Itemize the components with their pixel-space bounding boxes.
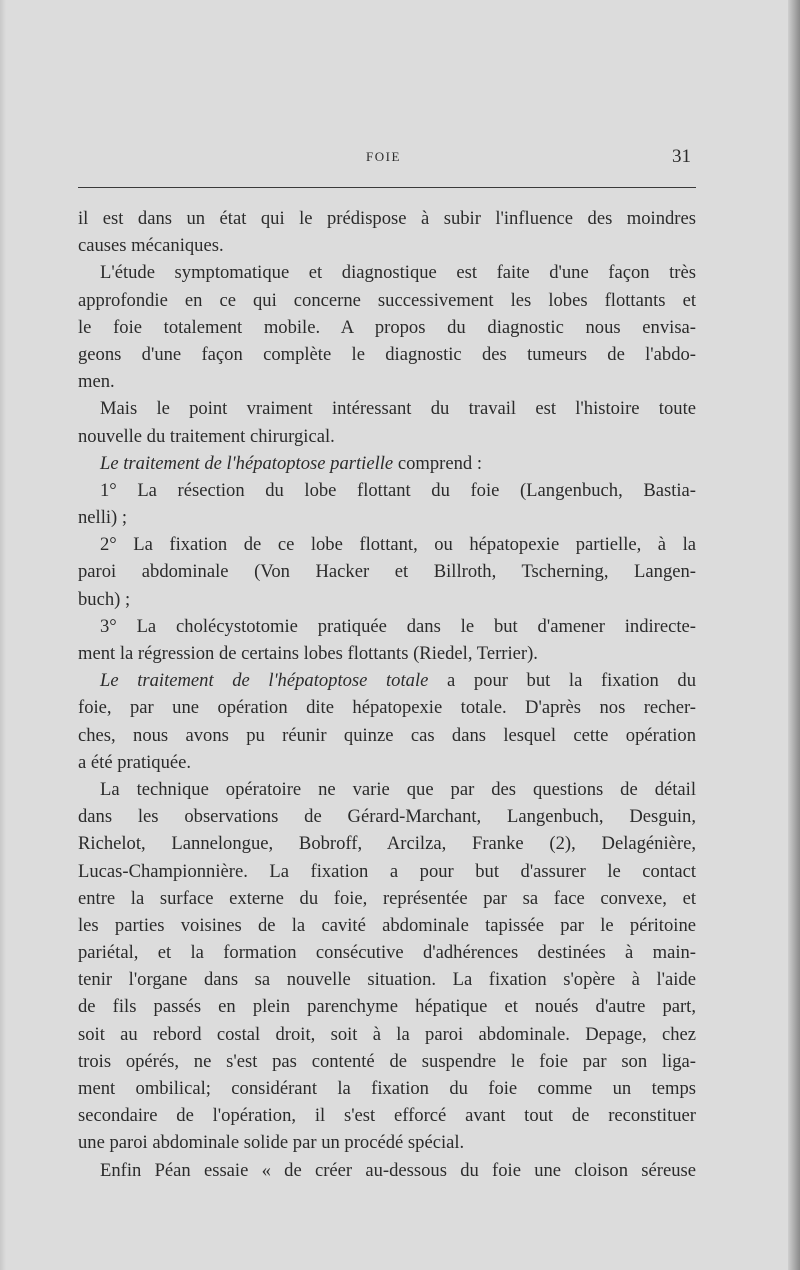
text-line xyxy=(78,803,696,830)
line-text: trois opérés, ne s'est pas contenté de suspendre le foie par son liga- xyxy=(78,1050,696,1072)
line-text: soit au rebord costal droit, soit à la paroi abdominale. Depage, chez xyxy=(78,1023,696,1045)
text-line xyxy=(78,640,696,667)
line-text: paroi abdominale (Von Hacker et Billroth, Tscherning, Langen- xyxy=(78,561,696,583)
text-line xyxy=(78,1075,696,1102)
text-line xyxy=(78,1102,696,1129)
text-line xyxy=(78,1129,696,1156)
page-edge-shadow-left xyxy=(0,0,6,1270)
text-line xyxy=(78,966,696,993)
text-line xyxy=(78,314,696,341)
line-text: foie, par une opération dite hépatopexie totale. D'après nos recher- xyxy=(78,697,696,719)
text-line xyxy=(78,287,696,314)
text-line xyxy=(78,368,696,395)
page-edge-shadow-right xyxy=(788,0,800,1270)
text-line xyxy=(78,423,696,450)
line-text: ment la régression de certains lobes flottants (Riedel, Terrier). xyxy=(78,643,538,664)
line-text: comprend : xyxy=(393,452,482,474)
text-line xyxy=(78,205,696,232)
text-line xyxy=(78,694,696,721)
line-text: ches, nous avons pu réunir quinze cas dans lesquel cette opération xyxy=(78,724,696,746)
line-text: La technique opératoire ne varie que par des questions de détail xyxy=(100,778,696,800)
body-text xyxy=(78,205,696,1184)
text-line xyxy=(78,341,696,368)
line-text: ment ombilical; considérant la fixation du foie comme un temps xyxy=(78,1078,696,1099)
line-text: une paroi abdominale solide par un procédé spécial. xyxy=(78,1132,465,1154)
text-line xyxy=(78,531,696,558)
line-text: geons d'une façon complète le diagnostic des tumeurs de l'abdo- xyxy=(78,343,696,365)
line-text: le foie totalement mobile. A propos du diagnostic nous envisa- xyxy=(78,316,696,338)
line-text: 3° La cholécystotomie pratiquée dans le but d'amener indirecte- xyxy=(100,615,696,637)
line-text: secondaire de l'opération, il s'est efforcé avant tout de reconstituer xyxy=(78,1105,696,1127)
text-line xyxy=(78,722,696,749)
running-head: FOIE xyxy=(366,149,401,164)
text-line xyxy=(78,776,696,803)
line-text: 1° La résection du lobe flottant du foie (Langenbuch, Bastia- xyxy=(100,479,696,501)
text-line xyxy=(78,613,696,640)
page-number: 31 xyxy=(672,146,691,167)
line-text: causes mécaniques. xyxy=(78,235,224,257)
line-text: de fils passés en plein parenchyme hépatique et noués d'autre part, xyxy=(78,996,696,1018)
line-text: dans les observations de Gérard-Marchant, Langenbuch, Desguin, xyxy=(78,806,696,828)
line-text: a pour but la fixation du xyxy=(428,670,696,692)
line-text: Lucas-Championnière. La fixation a pour but d'assurer le contact xyxy=(78,860,696,882)
text-line xyxy=(78,232,696,259)
line-text: Enfin Péan essaie « de créer au-dessous du foie une cloison séreuse xyxy=(100,1159,696,1181)
line-text: entre la surface externe du foie, représentée par sa face convexe, et xyxy=(78,887,696,909)
line-text: 2° La fixation de ce lobe flottant, ou hépatopexie partielle, à la xyxy=(100,534,696,556)
line-text: les parties voisines de la cavité abdominale tapissée par le péritoine xyxy=(78,914,696,936)
line-text: Mais le point vraiment intéressant du travail est l'histoire toute xyxy=(100,398,696,420)
line-text: men. xyxy=(78,371,115,393)
line-text: L'étude symptomatique et diagnostique est faite d'une façon très xyxy=(100,262,696,284)
line-text: pariétal, et la formation consécutive d'adhérences destinées à main- xyxy=(78,942,696,964)
line-text: nelli) ; xyxy=(78,507,128,529)
text-line xyxy=(78,586,696,613)
text-line xyxy=(78,450,696,477)
italic-heading: Le traitement de l'hépatoptose partielle xyxy=(100,452,394,474)
line-text: il est dans un état qui le prédispose à subir l'influence des moindres xyxy=(78,208,696,229)
text-line xyxy=(78,1157,696,1184)
text-line xyxy=(78,259,696,286)
text-line xyxy=(78,1021,696,1048)
italic-heading: Le traitement de l'hépatoptose totale xyxy=(100,670,429,692)
line-text: approfondie en ce qui concerne successivement les lobes flottants et xyxy=(78,289,696,311)
line-text: a été pratiquée. xyxy=(78,751,192,773)
text-line xyxy=(78,558,696,585)
line-text: Richelot, Lannelongue, Bobroff, Arcilza, Franke (2), Delagénière, xyxy=(78,833,696,855)
header-rule xyxy=(78,187,696,188)
text-line xyxy=(78,1048,696,1075)
text-line xyxy=(78,667,696,694)
text-line xyxy=(78,858,696,885)
text-line xyxy=(78,504,696,531)
text-line xyxy=(78,749,696,776)
line-text: nouvelle du traitement chirurgical. xyxy=(78,425,335,447)
text-line xyxy=(78,477,696,504)
text-line xyxy=(78,993,696,1020)
text-line xyxy=(78,939,696,966)
text-line xyxy=(78,885,696,912)
text-line xyxy=(78,912,696,939)
line-text: tenir l'organe dans sa nouvelle situation. La fixation s'opère à l'aide xyxy=(78,969,696,991)
line-text: buch) ; xyxy=(78,588,131,610)
text-line xyxy=(78,395,696,422)
text-line xyxy=(78,830,696,857)
